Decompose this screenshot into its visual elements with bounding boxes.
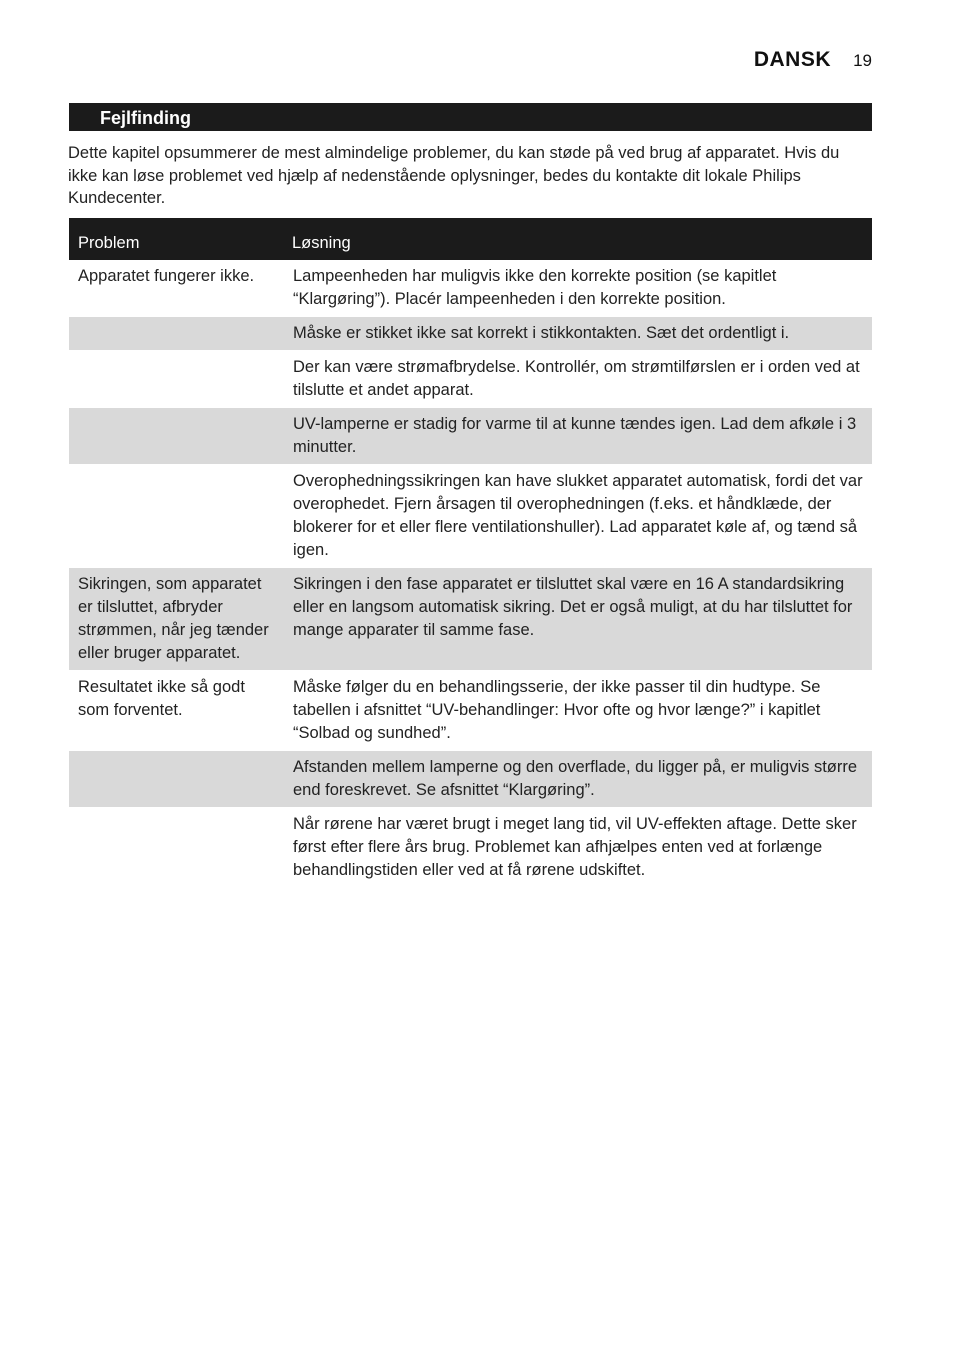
page-number: 19 <box>853 51 872 70</box>
intro-paragraph: Dette kapitel opsummerer de mest almindelige problemer, du kan støde på ved brug af apparatet. Hvis du ikke kan løse problemet ved hjælp af nedenstående oplysninger, bedes du kontakte dit lokale Philips Kundecenter. <box>68 144 840 207</box>
problem-cell: Apparatet fungerer ikke. <box>69 260 283 317</box>
table-row <box>69 408 872 465</box>
table-row <box>69 568 872 671</box>
troubleshooting-table <box>69 218 872 888</box>
solution-cell: Afstanden mellem lamperne og den overflade, du ligger på, er muligvis større end foreskrevet. Se afsnittet “Klargøring”. <box>283 751 872 808</box>
solution-cell: Måske følger du en behandlingsserie, der ikke passer til din hudtype. Se tabellen i afsnittet “UV-behandlinger: Hvor ofte og hvor længe?” i kapitlet “Solbad og sundhed”. <box>283 671 872 751</box>
solution-cell: Der kan være strømafbrydelse. Kontrollér, om strømtilførslen er i orden ved at tilslutte et andet apparat. <box>283 351 872 408</box>
column-header-problem: Problem <box>69 218 283 260</box>
problem-cell <box>69 465 283 568</box>
solution-cell: Når rørene har været brugt i meget lang tid, vil UV-effekten aftage. Dette sker først efter flere års brug. Problemet kan afhjælpes enten ved at forlænge behandlingstiden eller ved at få rørene udskiftet. <box>283 808 872 888</box>
problem-cell <box>69 808 283 888</box>
table-row <box>69 351 872 408</box>
table-row <box>69 260 872 317</box>
language-label: DANSK <box>753 48 831 71</box>
solution-cell: Lampeenheden har muligvis ikke den korrekte position (se kapitlet “Klargøring”). Placér lampeenheden i den korrekte position. <box>283 260 872 317</box>
solution-cell: UV-lamperne er stadig for varme til at kunne tændes igen. Lad dem afkøle i 3 minutter. <box>283 408 872 465</box>
table-row <box>69 317 872 351</box>
column-header-solution: Løsning <box>283 218 872 260</box>
problem-cell <box>69 408 283 465</box>
problem-cell <box>69 751 283 808</box>
solution-cell: Overophedningssikringen kan have slukket apparatet automatisk, fordi det var overophedet. Fjern årsagen til overophedningen (f.eks. et håndklæde, der blokerer for et eller flere ventilationshuller). Lad apparatet køle af, og tænd så igen. <box>283 465 872 568</box>
table-row <box>69 671 872 751</box>
problem-cell: Sikringen, som apparatet er tilsluttet, afbryder strømmen, når jeg tænder eller bruger apparatet. <box>69 568 283 671</box>
problem-cell <box>69 317 283 351</box>
page-header <box>0 48 954 74</box>
table-row <box>69 465 872 568</box>
table-header-row <box>69 218 872 260</box>
problem-cell <box>69 351 283 408</box>
solution-cell: Måske er stikket ikke sat korrekt i stikkontakten. Sæt det ordentligt i. <box>283 317 872 351</box>
table-row <box>69 751 872 808</box>
section-title: Fejlfinding <box>69 103 872 131</box>
problem-cell: Resultatet ikke så godt som forventet. <box>69 671 283 751</box>
table-row <box>69 808 872 888</box>
solution-cell: Sikringen i den fase apparatet er tilsluttet skal være en 16 A standardsikring eller en langsom automatisk sikring. Det er også muligt, at du har tilsluttet for mange apparater til samme fase. <box>283 568 872 671</box>
